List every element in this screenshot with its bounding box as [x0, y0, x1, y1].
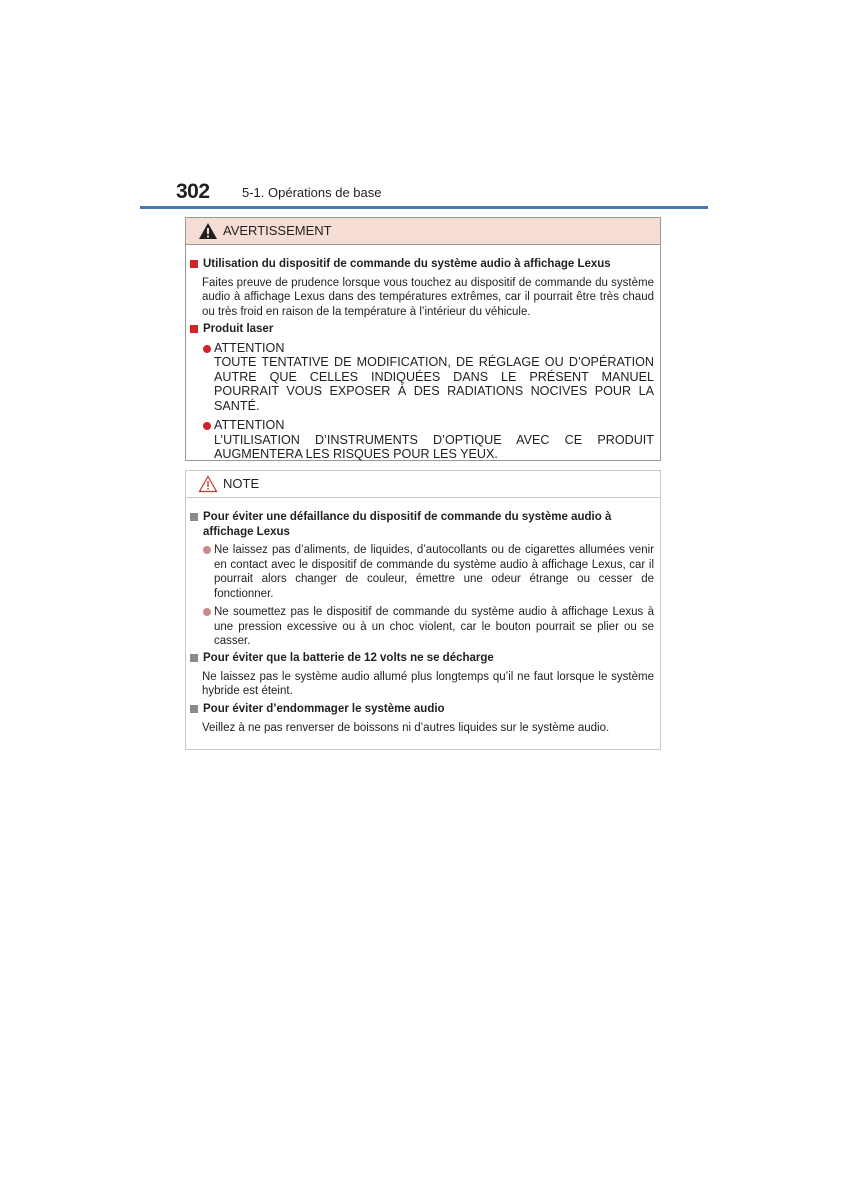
warning-item-1 [190, 257, 654, 319]
square-bullet-icon [190, 654, 198, 662]
warning-bullet [190, 418, 654, 462]
note-item-3 [190, 702, 654, 735]
bullet-text: L’UTILISATION D’INSTRUMENTS D’OPTIQUE AVEC CE PRODUIT AUGMENTERA LES RISQUES POUR LES YEUX. [214, 432, 654, 461]
note-item-title: Pour éviter que la batterie de 12 volts ne se décharge [190, 651, 654, 666]
warning-item-title: Produit laser [190, 322, 654, 337]
note-item-2 [190, 651, 654, 699]
bullet-text: TOUTE TENTATIVE DE MODIFICATION, DE RÉGLAGE OU D’OPÉRATION AUTRE QUE CELLES INDIQUÉES DANS LE PRÉSENT MANUEL POURRAIT VOUS EXPOSER À DES RADIATIONS NOCIVES POUR LA SANTÉ. [214, 355, 654, 413]
warning-icon [198, 222, 218, 240]
warning-box [185, 217, 661, 461]
caution-icon [198, 475, 218, 493]
bullet-label: ATTENTION [214, 340, 285, 355]
note-item-title: Pour éviter d’endommager le système audio [190, 702, 654, 717]
note-item-title: Pour éviter une défaillance du dispositif de commande du système audio à affichage Lexus [190, 510, 654, 539]
note-item-1 [190, 510, 654, 649]
warning-item-text: Faites preuve de prudence lorsque vous touchez au dispositif de commande du système audio à affichage Lexus dans des températures extrêmes, car il pourrait être très chaud ou très froid en raison de la température à l’intérieur du véhicule. [202, 276, 654, 318]
square-bullet-icon [190, 705, 198, 713]
page-header [176, 180, 708, 208]
note-title: NOTE [223, 476, 260, 491]
page-number: 302 [176, 180, 210, 203]
header-rule [140, 206, 708, 209]
bullet-label: ATTENTION [214, 418, 285, 432]
warning-header [186, 218, 660, 245]
round-bullet-icon [203, 422, 211, 430]
note-bullet: Ne soumettez pas le dispositif de commande du système audio à affichage Lexus à une pression excessive ou à un choc violent, car le bouton pourrait se plier ou se casser. [190, 605, 654, 649]
note-item-text: Ne laissez pas le système audio allumé plus longtemps qu’il ne faut lorsque le système hybride est éteint. [202, 670, 654, 697]
warning-title: AVERTISSEMENT [223, 223, 332, 238]
square-bullet-icon [190, 513, 198, 521]
section-title: 5-1. Opérations de base [242, 185, 382, 200]
warning-item-2 [190, 322, 654, 462]
note-header [186, 471, 660, 498]
round-bullet-icon [203, 608, 211, 616]
round-bullet-icon [203, 546, 211, 554]
warning-item-title: Utilisation du dispositif de commande du système audio à affichage Lexus [190, 257, 654, 272]
square-bullet-icon [190, 325, 198, 333]
note-box [185, 470, 661, 750]
note-item-text: Veillez à ne pas renverser de boissons ni d’autres liquides sur le système audio. [202, 721, 610, 734]
warning-bullet [190, 341, 654, 414]
round-bullet-icon [203, 345, 211, 353]
square-bullet-icon [190, 260, 198, 268]
note-bullet: Ne laissez pas d’aliments, de liquides, d’autocollants ou de cigarettes allumées venir en contact avec le dispositif de commande du système audio à affichage Lexus, car il pourrait alors changer de couleur, émettre une odeur étrange ou cesser de fonctionner. [190, 543, 654, 601]
